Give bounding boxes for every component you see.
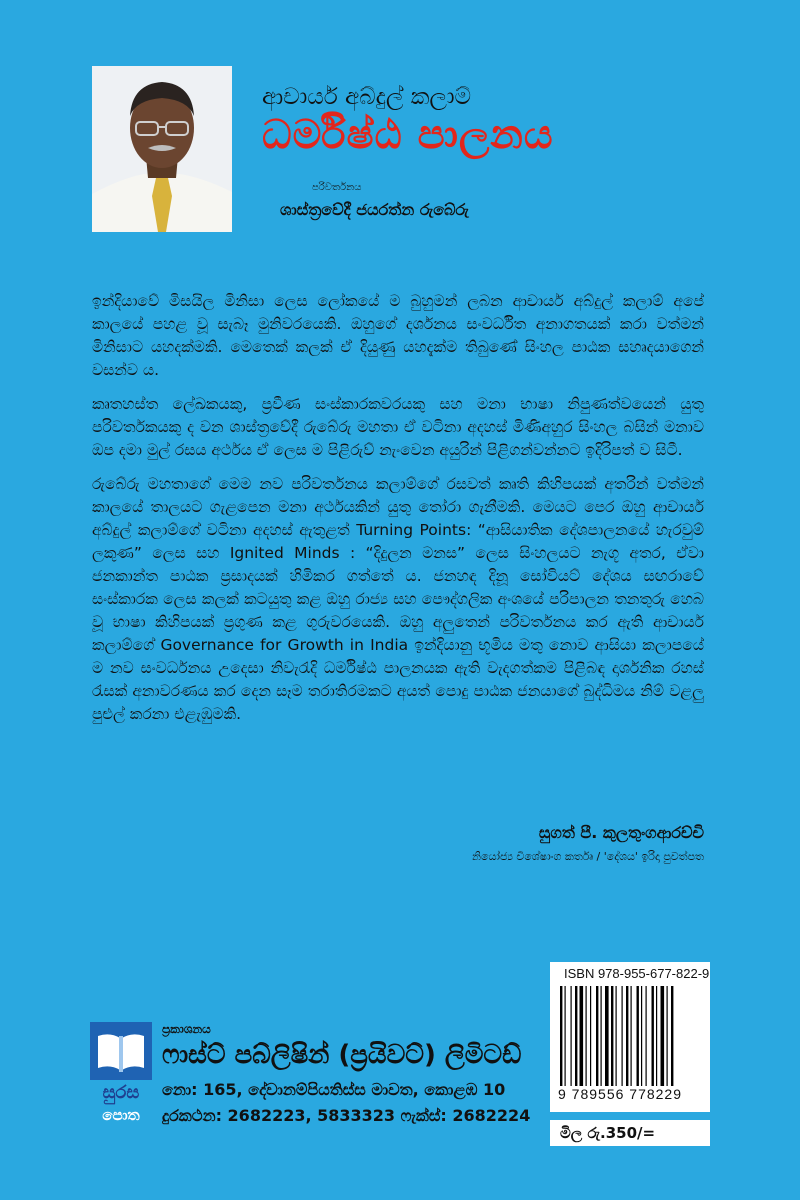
barcode-bar [571, 986, 572, 1086]
publisher-logo [90, 1022, 152, 1126]
paragraph: කෘතහස්ත ලේඛකයකු, ප්‍රවීණ සංස්කාරකවරයකු සහ මනා භාෂා නිපුණත්වයෙන් යුතු පරිවර්තකයකු ද වන ශාස්ත්‍රවේදී රුබේරු මහතා ඒ වටිනා අදහස් මිණිඅහුර සිංහල බසින් මනාව ඔප දමා මුල් රසය අර්ථය ඒ ලෙස ම පිළිරුව් නැංවෙන අයුරින් පිළිගන්වන්නට ඉදිරිපත් ව සිටී. [92, 395, 704, 459]
publisher-label: ප්‍රකාශනය [162, 1022, 211, 1036]
barcode-bar [622, 986, 623, 1086]
barcode-bar [601, 986, 602, 1086]
book-title: ධර්මිෂ්ඨ පාලනය [262, 112, 554, 158]
price-label: මිල රු.350/= [550, 1120, 710, 1146]
barcode-bar [631, 986, 632, 1086]
barcode-bar [611, 986, 613, 1086]
publisher-name: ෆාස්ට් පබ්ලිෂින් (ප්‍රයිවට්) ලිමිටඩ් [162, 1040, 522, 1070]
barcode-bar [596, 986, 598, 1086]
barcode-bar [656, 986, 657, 1086]
barcode-bar [616, 986, 617, 1086]
author-photo [92, 66, 232, 232]
reviewer-role: නියෝජ්‍ය විශේෂාංග කර්තෘ / 'දේශය' ඉරිදා පුවත්පත [472, 850, 704, 863]
publisher-phone: දුරකථන: 2682223, 5833323 ෆැක්ස්: 2682224 [162, 1106, 531, 1125]
header [0, 0, 800, 260]
translator-role: පරිවර්තනය [312, 182, 362, 193]
barcode-bar [580, 986, 584, 1086]
barcode-bar [637, 986, 639, 1086]
barcode-bars [560, 986, 700, 1086]
barcode-bar [575, 986, 577, 1086]
barcode-bar [565, 986, 566, 1086]
publisher-address: නො: 165, දේවානම්පියතිස්ස මාවත, කොළඹ 10 [162, 1080, 506, 1099]
barcode-bar [590, 986, 591, 1086]
barcode-bar [667, 986, 668, 1086]
book-subtitle: ආචාර්ය අබ්දුල් කලාම් [262, 84, 472, 110]
translator-name: ශාස්ත්‍රවේදී ජයරත්න රුබේරු [280, 200, 469, 219]
blurb-text [92, 290, 704, 737]
logo-text: පොත [102, 1106, 140, 1124]
book-icon [90, 1022, 152, 1080]
barcode-bar [626, 986, 628, 1086]
barcode-bar [586, 986, 587, 1086]
logo-text: සුරස [102, 1082, 140, 1103]
paragraph: රුබේරු මහතාගේ මෙම නව පරිවර්තනය කලාම්ගේ රසවත් කෘති කිහිපයක් අතරින් වත්මන් කාලයේ තාලයට ගැළපෙන මනා අර්ථයකින් යුතු තෝරා ගැනීමකි. මෙයට පෙර ඔහු ආචාර්ය අබ්දුල් කලාම්ගේ වටිනා අදහස් ඇතුළත් Turning Points: “ආසියාතික දේශපාලනයේ හැරවුම් ලකුණ” ලෙස සහ Ignited Minds : “දිදුලන මනස” ලෙස සිංහලයට නැගූ අතර, ඒවා ජනකාන්ත පාඨක ප්‍රසාදයක් හිමිකර ගත්තේ ය. ජනහඳ දිනූ සෝවියට් දේශය සඟරාවේ සංස්කාරක ලෙස කලක් කටයුතු කළ ඔහු රාජ්‍ය සහ පෞද්ගලික අංශයේ පරිපාලන තනතුරු හෙබ වූ භාෂා කිහිපයක් ප්‍රගුණ කළ ගුරුවරයෙකි. ඔහු අලුතෙන් පරිවර්තනය කර ඇති ආචාර්ය කලාම්ගේ Governance for Growth in India ඉන්දියානු භූමිය මතු නොව ආසියා කලාපයේ ම නව සංවර්ධනය උදෙසා නිවැරැදි ධර්මිෂ්ඨ පාලනයක ඇති වැදගත්කම පිළිබඳ දාර්ශනික රහස් රැසක් අනාවරණය කර දෙන සෑම තරාතිරමකට අයත් පොදු පාඨක ජනයාගේ බුද්ධිමය නිම් වළලු පුළුල් කරනා එළැඹුමකි. [92, 475, 704, 723]
reviewer-name: සුගත් පී. කුලතුංගආරච්චි [538, 823, 704, 842]
barcode-digits: 9 789556 778229 [558, 1086, 682, 1102]
isbn-label: ISBN 978-955-677-822-9 [564, 966, 710, 981]
paragraph: ඉන්දියාවේ මිසයිල මිනිසා ලෙස ලෝකයේ ම බුහුමන් ලබන ආචාර්ය අබ්දුල් කලාම් අපේ කාලයේ පහළ වූ සැබෑ මුනිවරයෙකි. ඔහුගේ දර්ශනය සංවර්ධිත අනාගතයක් කරා වත්මන් මිනිසාට යහදක්මකි. මෙතෙක් කලක් ඒ දියුණු යහදැක්ම තිබුණේ සිංහල පාඨක සහෘදයාගෙන් වසන්ව ය. [92, 292, 704, 379]
barcode [550, 962, 710, 1112]
barcode-bar [641, 986, 642, 1086]
barcode-bar [646, 986, 647, 1086]
barcode-bar [661, 986, 665, 1086]
barcode-bar [652, 986, 654, 1086]
barcode-bar [605, 986, 609, 1086]
barcode-bar [560, 986, 562, 1086]
barcode-bar [671, 986, 673, 1086]
